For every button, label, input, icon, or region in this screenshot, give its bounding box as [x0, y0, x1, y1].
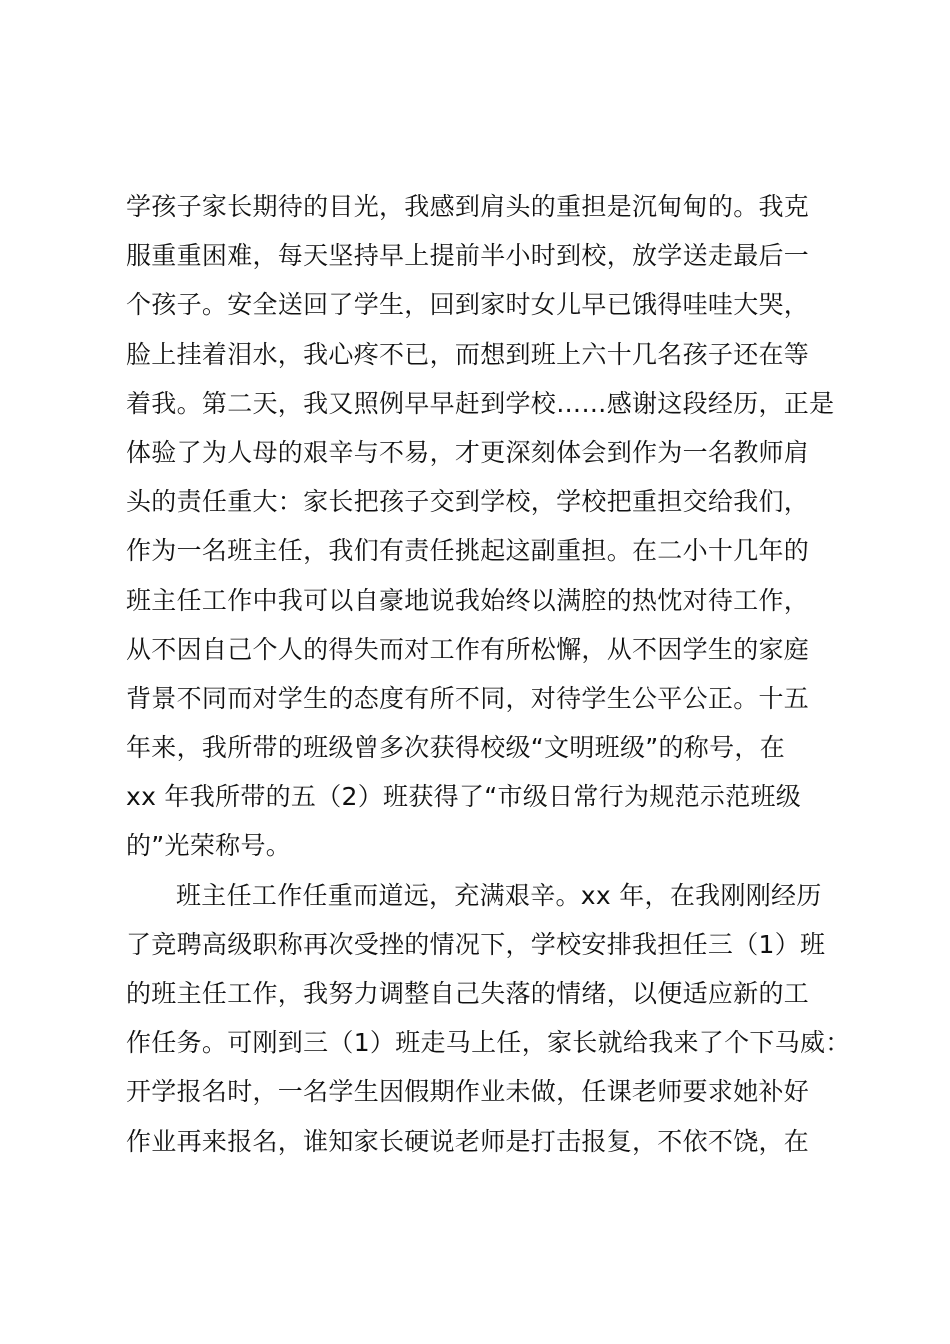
body-line: 的”光荣称号。 — [126, 831, 292, 861]
body-line: xx 年我所带的五（2）班获得了“市级日常行为规范示范班级 — [126, 782, 802, 812]
body-line: 体验了为人母的艰辛与不易，才更深刻体会到作为一名教师肩 — [126, 437, 810, 467]
document-body — [126, 182, 850, 1166]
body-line: 作任务。可刚到三（1）班走马上任，家长就给我来了个下马威： — [126, 1028, 851, 1058]
body-line: 背景不同而对学生的态度有所不同，对待学生公平公正。十五 — [126, 683, 810, 713]
body-line: 作业再来报名，谁知家长硬说老师是打击报复，不依不饶，在 — [126, 1126, 810, 1156]
body-line: 个孩子。安全送回了学生，回到家时女儿早已饿得哇哇大哭， — [126, 290, 810, 320]
body-line: 开学报名时，一名学生因假期作业未做，任课老师要求她补好 — [126, 1077, 810, 1107]
body-line: 作为一名班主任，我们有责任挑起这副重担。在二小十几年的 — [126, 536, 810, 566]
body-line: 的班主任工作，我努力调整自己失落的情绪，以便适应新的工 — [126, 979, 810, 1008]
body-line: 脸上挂着泪水，我心疼不已，而想到班上六十几名孩子还在等 — [126, 339, 810, 369]
body-line: 头的责任重大：家长把孩子交到学校，学校把重担交给我们， — [126, 487, 810, 517]
body-line: 着我。第二天，我又照例早早赶到学校……感谢这段经历，正是 — [126, 388, 835, 418]
body-line: 了竞聘高级职称再次受挫的情况下，学校安排我担任三（1）班 — [126, 929, 826, 959]
body-line: 年来，我所带的班级曾多次获得校级“文明班级”的称号，在 — [126, 733, 786, 763]
body-line: 从不因自己个人的得失而对工作有所松懈，从不因学生的家庭 — [126, 634, 810, 664]
paragraph-start-line: 班主任工作任重而道远，充满艰辛。xx 年，在我刚刚经历 — [176, 880, 822, 910]
body-line: 班主任工作中我可以自豪地说我始终以满腔的热忱对待工作， — [126, 585, 810, 615]
body-line: 服重重困难，每天坚持早上提前半小时到校，放学送走最后一 — [126, 241, 810, 271]
body-line: 学孩子家长期待的目光，我感到肩头的重担是沉甸甸的。我克 — [126, 192, 810, 221]
